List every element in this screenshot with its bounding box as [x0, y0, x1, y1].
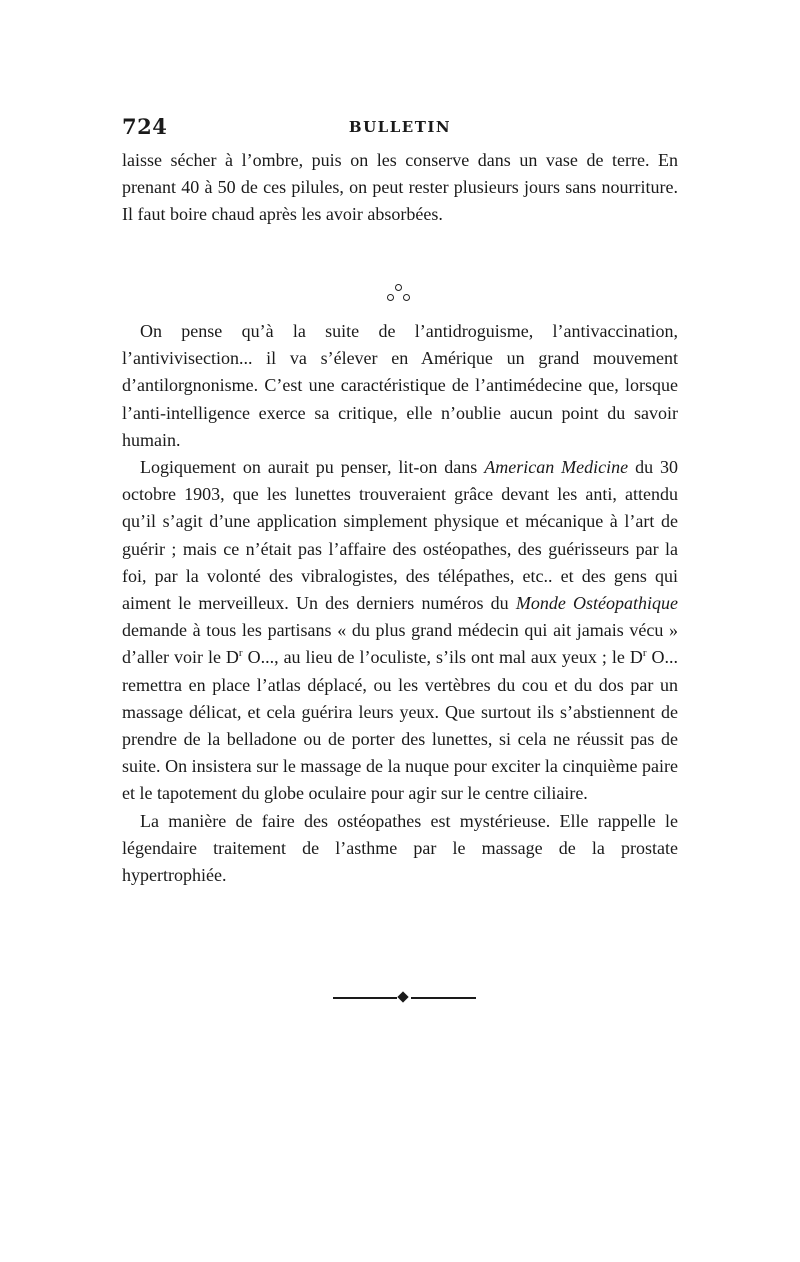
paragraph-3-text: O..., au lieu de l’oculiste, s’ils ont mal aux yeux ; le D: [242, 647, 643, 668]
paragraph-3-text: demande à tous les partisans « du plus grand médecin qui ait jamais vécu » d’aller voir le D: [122, 620, 678, 668]
paragraph-continuation: [122, 147, 678, 229]
superscript-r: r: [238, 647, 243, 660]
asterism-separator: [385, 283, 415, 305]
paragraph-1: laisse sécher à l’ombre, puis on les conserve dans un vase de terre. En prenant 40 à 50 de ces pilules, on peut rester plusieurs jours sans nourriture. Il faut boire chaud après les avoir absorbées.: [122, 150, 678, 225]
running-title: BULLETIN: [348, 118, 452, 136]
end-ornament-divider: [333, 993, 476, 1003]
superscript-r: r: [642, 647, 647, 660]
page-number: 724: [122, 114, 168, 139]
paragraph-3-text: Logiquement on aurait pu penser, lit-on dans: [140, 457, 485, 478]
diamond-icon: [397, 991, 408, 1002]
journal-title-american-medicine: American Medicine: [484, 457, 629, 478]
asterism-dot: [387, 294, 394, 301]
asterism-dot: [395, 284, 402, 291]
journal-title-monde-osteopathique: Monde Ostéopathique: [515, 593, 678, 614]
ornament-line: [411, 997, 476, 999]
paragraph-3-text: du 30 octobre 1903, que les lunettes trouveraient grâce devant les anti, attendu qu’il s’agit d’une application simplement physique et mécanique à l’art de guérir ; mais ce n’était pas l’affaire des ostéopathes, des guérisseurs par la foi, par la volonté des vibralogistes, des télépathes, etc.. et des gens qui aiment le merveilleux. Un des derniers numéros du: [122, 457, 679, 614]
paragraph-2: On pense qu’à la suite de l’antidroguisme, l’antivaccination, l’antivivisection... il va s’élever en Amérique un grand mouvement d’antilorgnonisme. C’est une caractéristique de l’antimédecine que, lorsque l’anti-intelligence exerce sa critique, elle n’oublie aucun point du savoir humain.: [122, 321, 678, 450]
asterism-dot: [403, 294, 410, 301]
article-body: [122, 318, 678, 889]
paragraph-3-text: O... remettra en place l’atlas déplacé, ou les vertèbres du cou et du dos par un massage délicat, et cela guérira leurs yeux. Que surtout ils s’abstiennent de prendre de la belladone ou de porter des lunettes, si cela ne réussit pas de suite. On insistera sur le massage de la nuque pour exciter la cinquième paire et le tapotement du globe oculaire pour agir sur le centre ciliaire.: [122, 647, 679, 804]
ornament-line: [333, 997, 397, 999]
paragraph-3: [122, 454, 678, 808]
paragraph-4: La manière de faire des ostéopathes est mystérieuse. Elle rappelle le légendaire traitement de l’asthme par le massage de la prostate hypertrophiée.: [122, 810, 678, 886]
